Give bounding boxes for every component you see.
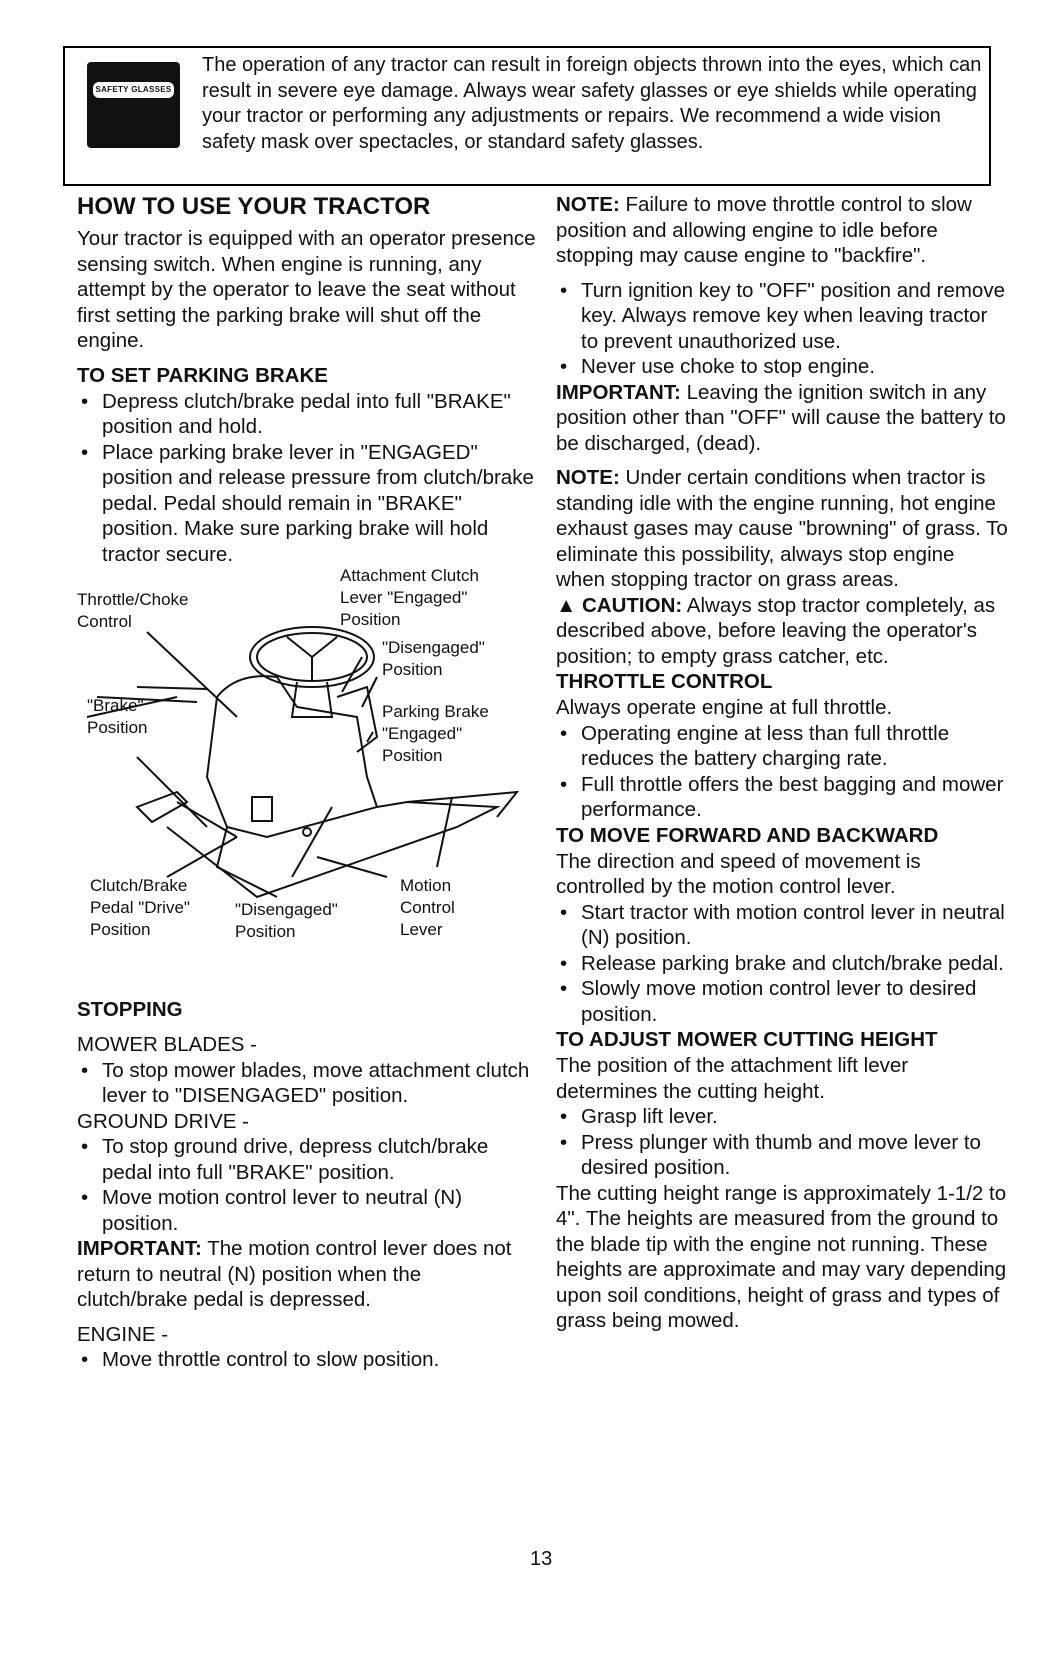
throttle-control-heading: THROTTLE CONTROL (556, 670, 773, 693)
list-item: • Slowly move motion control lever to desired position. (556, 976, 1008, 1027)
stopping-heading: STOPPING (77, 998, 183, 1021)
safety-glasses-icon-label: SAFETY GLASSES (93, 82, 174, 98)
list-item: • Turn ignition key to "OFF" position and remove key. Always remove key when leaving tractor to prevent unauthorized use. (556, 278, 1008, 355)
list-item: • Grasp lift lever. (556, 1104, 1008, 1130)
mower-blades-label: MOWER BLADES - (77, 1033, 257, 1056)
cutting-height-list (556, 1104, 1008, 1181)
cutting-height-heading: TO ADJUST MOWER CUTTING HEIGHT (556, 1028, 938, 1051)
clutch-brake-pedal-label: Clutch/Brake Pedal "Drive" Position (90, 876, 190, 939)
page-number: 13 (530, 1548, 553, 1570)
caution-label: CAUTION: (582, 593, 683, 617)
important-text: The motion control lever does not return to neutral (N) position when the clutch/brake pedal is depressed. (77, 1237, 512, 1311)
cutting-height-range-text: The cutting height range is approximately 1-1/2 to 4". The heights are measured from the ground to the blade tip with the engine not running. These heights are approximate and may vary depending upon soil conditions, height of grass and types of grass being mowed. (556, 1181, 1007, 1332)
disengaged-bottom-label: "Disengaged" Position (235, 900, 338, 941)
throttle-list (556, 721, 1008, 823)
list-item: • To stop mower blades, move attachment clutch lever to "DISENGAGED" position. (77, 1058, 537, 1109)
note-browning (556, 465, 1008, 593)
parking-brake-list (77, 389, 537, 568)
cutting-height-text: The position of the attachment lift lever determines the cutting height. (556, 1054, 909, 1103)
intro-paragraph: Your tractor is equipped with an operator presence sensing switch. When engine is running, any attempt by the operator to leave the seat without first setting the parking brake will shut off the engine. (77, 227, 536, 352)
note-text: Failure to move throttle control to slow position and allowing engine to idle before stopping may cause engine to "backfire". (556, 193, 972, 267)
parking-brake-engaged-label: Parking Brake "Engaged" Position (382, 702, 489, 765)
list-item: • Full throttle offers the best bagging and mower performance. (556, 772, 1008, 823)
left-column (77, 192, 537, 1373)
move-text: The direction and speed of movement is controlled by the motion control lever. (556, 849, 921, 898)
brake-position-label: "Brake" Position (87, 696, 148, 737)
important-label: IMPORTANT: (77, 1237, 202, 1260)
note-backfire (556, 192, 1008, 269)
tractor-controls-diagram (77, 566, 537, 997)
caution-note (556, 593, 1008, 670)
important-text: Leaving the ignition switch in any position other than "OFF" will cause the battery to be discharged, (dead). (556, 380, 1006, 455)
list-item: • Move motion control lever to neutral (N) position. (77, 1185, 537, 1236)
note-text: Under certain conditions when tractor is standing idle with the engine running, hot engine exhaust gases may cause "browning" of grass. To eliminate this possibility, always stop engine when stopping tractor on grass areas. (556, 466, 1008, 591)
safety-warning-text: The operation of any tractor can result in foreign objects thrown into the eyes, which can result in severe eye damage. Always wear safety glasses or eye shields while operating your tractor or performing any adjustments or repairs. We recommend a wide vision safety mask over spectacles, or standard safety glasses. (202, 54, 982, 153)
mower-blades-list (77, 1058, 537, 1109)
list-item: • Start tractor with motion control lever in neutral (N) position. (556, 900, 1008, 951)
throttle-choke-label: Throttle/Choke Control (77, 590, 189, 631)
list-item: • Operating engine at less than full throttle reduces the battery charging rate. (556, 721, 1008, 772)
attachment-clutch-label: Attachment Clutch Lever "Engaged" Position (340, 566, 479, 629)
motion-control-lever-label: Motion Control Lever (400, 876, 455, 939)
ignition-list (556, 278, 1008, 380)
list-item: • Place parking brake lever in "ENGAGED" position and release pressure from clutch/brake pedal. Pedal should remain in "BRAKE" position. Make sure parking brake will hold tractor secure. (77, 440, 537, 568)
move-heading: TO MOVE FORWARD AND BACKWARD (556, 823, 939, 847)
safety-warning-box (63, 46, 991, 186)
ground-drive-label: GROUND DRIVE - (77, 1109, 249, 1133)
how-to-use-heading: HOW TO USE YOUR TRACTOR (77, 193, 431, 220)
list-item: • Press plunger with thumb and move lever to desired position. (556, 1130, 1008, 1181)
engine-list (77, 1347, 537, 1373)
list-item: • Depress clutch/brake pedal into full "BRAKE" position and hold. (77, 389, 537, 440)
right-column (556, 192, 1008, 1334)
disengaged-top-label: "Disengaged" Position (382, 638, 485, 679)
list-item: • To stop ground drive, depress clutch/brake pedal into full "BRAKE" position. (77, 1134, 537, 1185)
list-item: • Release parking brake and clutch/brake pedal. (556, 951, 1008, 977)
note-label: NOTE: (556, 193, 620, 216)
throttle-text: Always operate engine at full throttle. (556, 696, 893, 719)
parking-brake-heading: TO SET PARKING BRAKE (77, 363, 328, 387)
move-list (556, 900, 1008, 1028)
engine-label: ENGINE - (77, 1322, 169, 1346)
caution-text: Always stop tractor completely, as described above, before leaving the operator's position; to empty grass catcher, etc. (556, 593, 996, 668)
list-item: • Never use choke to stop engine. (556, 354, 1008, 380)
caution-warning-icon: ▲ (556, 593, 577, 617)
important-label: IMPORTANT: (556, 380, 681, 404)
safety-glasses-icon (87, 62, 180, 148)
important-note-right (556, 380, 1008, 457)
note-label: NOTE: (556, 466, 620, 489)
ground-drive-list (77, 1134, 537, 1236)
list-item: • Move throttle control to slow position. (77, 1347, 537, 1373)
important-note-left (77, 1236, 537, 1313)
